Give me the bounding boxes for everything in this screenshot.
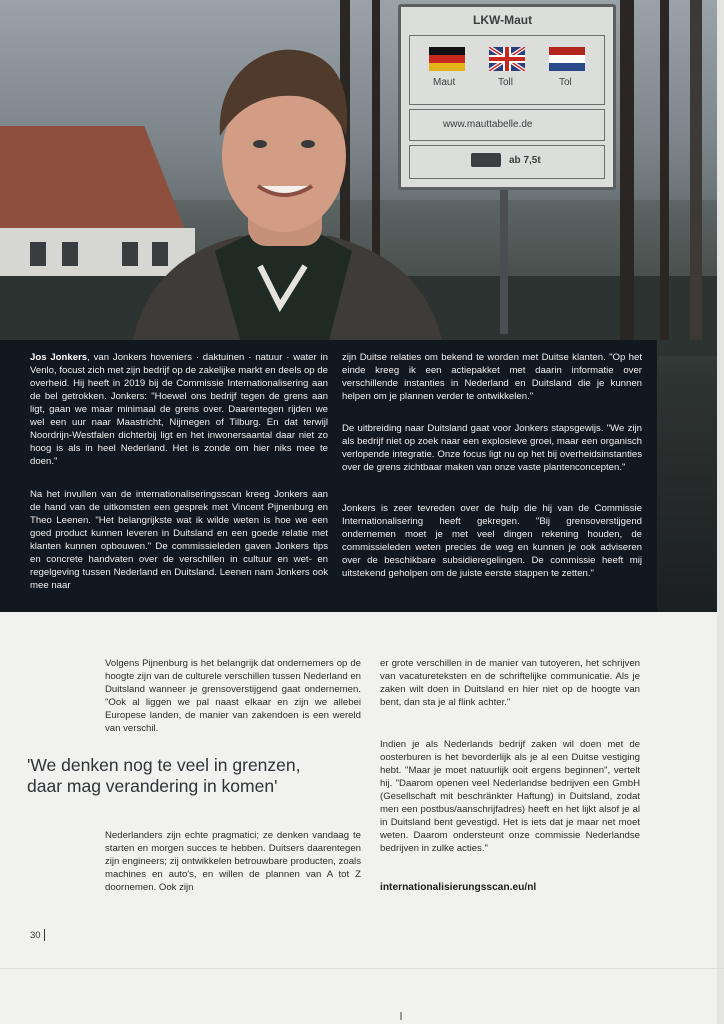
person-portrait	[120, 36, 450, 356]
netherlands-flag-icon	[549, 47, 585, 71]
sign-label: Toll	[498, 77, 514, 88]
caption-right-p1: zijn Duitse relaties om bekend te worden met Duitse klanten. "Op het einde kreeg ik een actiepakket met daarin informatie over verschillende instanties in Nederland en Duitsland die je kunnen helpen om je plannen verder te ontwikkelen."	[342, 352, 642, 402]
body-left-p1: Volgens Pijnenburg is het belangrijk dat ondernemers op de hoogte zijn van de culturele verschillen tussen Nederland en Duitsland wanneer je grensoverstijgend gaat ondernemen. "Ook al liggen we pal naast elkaar en zijn we allebei Europese landen, de manier van zakendoen is een wereld van verschil.	[105, 658, 361, 734]
scan-mark	[400, 1012, 402, 1020]
sign-url: www.mauttabelle.de	[443, 119, 533, 130]
house-window	[62, 242, 78, 266]
pull-quote: 'We denken nog te veel in grenzen, daar mag verandering in komen'	[27, 755, 301, 796]
sign-label: Tol	[559, 77, 572, 88]
caption-lead: Jos Jonkers	[30, 352, 88, 363]
website-link[interactable]: internationalisierungsscan.eu/nl	[380, 882, 537, 893]
sign-pole	[500, 184, 508, 334]
body-right-p1: er grote verschillen in de manier van tutoyeren, het schrijven van vacatureteksten en de schriftelijke communicatie. Als je zaken wilt doen in Duitsland en hier niet op de hoogte van bent, dan sta je al flink achter."	[380, 658, 640, 708]
tree-trunk	[620, 0, 634, 340]
house-window	[30, 242, 46, 266]
caption-left-p1	[30, 351, 328, 468]
tree-trunk	[690, 0, 702, 340]
caption-text: , van Jonkers hoveniers · daktuinen · natuur · water in Venlo, focust zich met zijn bedrijf op de zakelijke markt en deels op de overheid. Hij heeft in 2019 bij de Commissie Internationalisering aan de bel getrokken. Jonkers: "Hoewel ons bedrijf tegen de grens aan ligt, gaan we maar minimaal de grens over. Daarentegen rijden we wel een uur naar Maastricht, Nijmegen of Tilburg. En dat terwijl Noordrijn-Westfalen dichterbij ligt en het inwonersaantal daar niet zo hoog is als in heel Nederland. Het is zonde om hier niks mee te doen."	[30, 352, 328, 467]
caption-right-p3: Jonkers is zeer tevreden over de hulp die hij van de Commissie Internationalisering heeft gekregen. "Bij grensoverstijgend ondernemen moet je met veel dingen rekening houden, de commissieleden weten precies de weg en kunnen je ook adviseren over de beschikbare subsidieregelingen. De commissie heeft mij uitstekend geholpen om de juiste eerste stappen te zetten."	[342, 503, 642, 579]
body-left-p2: Nederlanders zijn echte pragmatici; ze denken vandaag te starten en morgen succes te hebben. Duitsers daarentegen zijn engineers; zij ontwikkelen betrouwbare producten, zoals machines en auto's, en willen de plannen van A tot Z doornemen. Ook zijn	[105, 830, 361, 893]
page-edge	[717, 0, 724, 1024]
caption-left-p2: Na het invullen van de internationaliseringsscan kreeg Jonkers aan de hand van de uitkomsten een gesprek met Vincent Pijnenburg en Theo Leenen. "Het belangrijkste wat ik wilde weten is hoe we een goed product kunnen leveren in Duitsland en een goede relatie met klanten kunnen opbouwen." De commissieleden gaven Jonkers tips en concrete handvaten over de verschillen in cultuur en wet- en regelgeving tussen Nederland en Duitsland. Leenen nam Jonkers ook mee naar	[30, 489, 328, 591]
page-number: 30	[30, 930, 41, 941]
tree-trunk	[660, 0, 669, 340]
caption-right-p2: De uitbreiding naar Duitsland gaat voor Jonkers stapsgewijs. "We zijn als bedrijf niet op zoek naar een explosieve groei, maar een organisch verlopende integratie. Onze focus ligt nu op het bij overheidsinstanties over de grens zichtbaar maken van onze vaste plantenconcepten."	[342, 423, 642, 473]
page-number-divider	[44, 929, 45, 941]
uk-flag-icon	[489, 47, 525, 71]
sign-label: Maut	[433, 77, 456, 88]
scan-fold-line	[0, 968, 724, 969]
truck-icon	[471, 153, 501, 167]
body-right-p2: Indien je als Nederlands bedrijf zaken wil doen met de oosterburen is het bevorderlijk als je al een Duitse vestiging hebt. "Maar je moet natuurlijk ooit ergens beginnen", vertelt hij. "Daarom openen veel Nederlandse bedrijven een GmbH (Gesellschaft mit beschränkter Haftung) in Duitsland, zodat men een postbus/aanschrijfadres) heeft en het lijkt alsof je al in Duitsland bent gevestigd. Het is iets dat je maar net moet weten. Daarom ondersteunt onze commissie Nederlandse bedrijven in zulke acties."	[380, 739, 640, 854]
sign-weight: ab 7,5t	[509, 155, 541, 166]
sign-title: LKW-Maut	[473, 13, 533, 27]
